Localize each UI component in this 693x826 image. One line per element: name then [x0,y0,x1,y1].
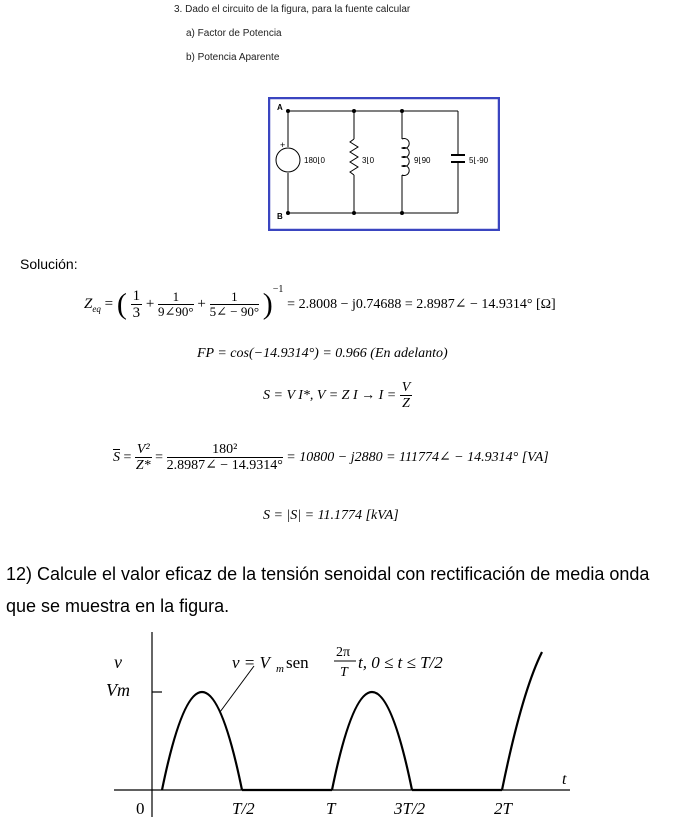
tick-3t-half: 3T/2 [394,799,426,818]
s-magnitude: S = |S| = 11.1774 [kVA] [263,508,399,523]
zeq-exp: −1 [272,284,284,295]
formula-sen: sen [286,653,309,672]
tick-t: T [326,799,336,818]
s-calc-d2: 2.8987∠ − 14.9314° [166,458,283,474]
zeq-t2-den: 9∠90° [158,304,194,320]
polarity-plus: + [280,140,286,150]
zeq-equation: $Z_{eq}$ = ( $\frac{1}{3}$ + $\frac{1}{9\angle 90^\circ}$ + $\frac{1}{5\angle - 90^\circ}$ )$^{-1}$ = 2.8008 − j0.74688 = 2.8987∠ − 14.9314° [Ω] [84,284,556,322]
zeq-t1-num: 1 [132,287,141,304]
formula-right: t, 0 ≤ t ≤ T/2 [358,653,443,672]
problem12-line1: 12) Calcule el valor eficaz de la tensión senoidal con rectificación de media onda [6,564,650,584]
solution-heading: Solución: [20,256,78,272]
s-def-den: Z [402,396,410,412]
formula-left: v = V [232,653,270,672]
s-calc-d1: Z* [135,458,151,474]
s-calc-rhs: = 10800 − j2880 = 111774∠ − 14.9314° [VA] [286,450,549,466]
half-wave-1 [162,692,242,790]
s-calc-n2: 180² [167,442,283,458]
s-def-left: S = V I*, V = Z I → I = [263,388,397,404]
formula-num: 2π [336,645,351,660]
resistor-label: 3⌊0 [362,156,375,165]
s-calc-lhs: $\overline{S}$ [113,450,120,466]
zeq-t1-den: 3 [132,305,141,322]
zeq-t3-num: 1 [210,290,259,305]
circuit-diagram [268,97,500,231]
v-axis-label: v [114,652,122,672]
node-a-label: A [277,103,283,112]
t-axis-label: t [562,771,567,788]
fp-note: (En adelanto) [370,346,448,361]
problem3-statement: 3. Dado el circuito de la figura, para la fuente calcular [174,4,411,15]
zeq-t3-den: 5∠ − 90° [209,304,260,320]
problem3-part-b: b) Potencia Aparente [186,52,280,63]
half-wave-3 [502,652,542,790]
annotation-pointer [220,666,254,712]
inductor-label: 9⌊90 [414,156,431,165]
formula-sub: m [276,663,284,675]
zeq-sub: eq [92,304,101,314]
source-label: 180⌊0 [304,156,325,165]
s-calc-n1: V² [136,442,150,457]
vm-label: Vm [106,680,130,700]
problem3-part-a: a) Factor de Potencia [186,28,282,39]
waveform-figure [100,632,580,822]
s-calculation: $\overline{S}$ = $\frac{\text{V²}}{Z*}$ = $\frac{\text{180²}}{2.8987\angle - 14.9314^\circ}$ = 10800 − j2880 = 111774∠ − 14.9314° [VA] [113,442,549,474]
tick-0: 0 [136,799,145,818]
s-def-num: V [401,380,411,395]
tick-t-half: T/2 [232,799,255,818]
zeq-t2-num: 1 [158,290,194,305]
problem12-line2: que se muestra en la figura. [6,596,230,616]
formula [232,645,443,680]
s-definition [263,380,412,412]
half-wave-2 [332,692,412,790]
fp-text: FP = cos(−14.9314°) = 0.966 [197,346,367,361]
node-b-label: B [277,212,283,221]
tick-2t: 2T [494,799,512,818]
zeq-rhs: = 2.8008 − j0.74688 = 2.8987∠ − 14.9314° [Ω] [287,297,556,312]
formula-den: T [340,665,348,680]
zeq-lhs: Z [84,296,93,312]
fp-equation [197,346,448,362]
capacitor-label: 5⌊-90 [469,156,489,165]
